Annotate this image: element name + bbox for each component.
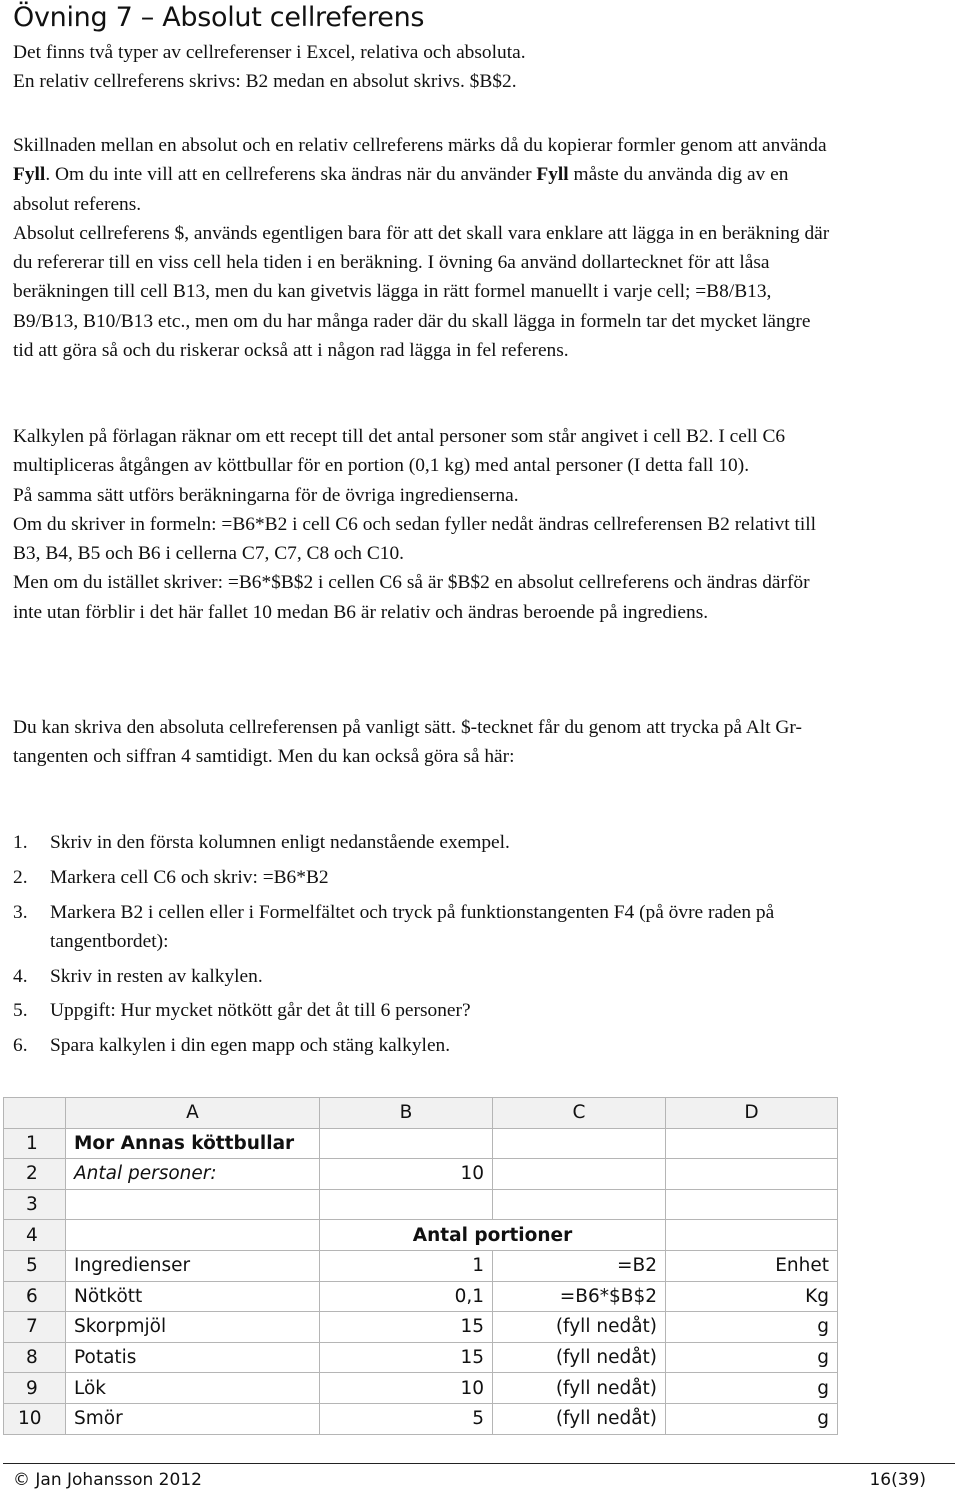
calculation-paragraph bbox=[13, 422, 833, 627]
row-header: 5 bbox=[4, 1250, 66, 1281]
row-header: 10 bbox=[4, 1403, 66, 1434]
calc-line-2: På samma sätt utförs beräkningarna för de övriga ingredienserna. bbox=[13, 484, 519, 506]
column-header-row bbox=[4, 1098, 838, 1129]
cell-c8: (fyll nedåt) bbox=[493, 1342, 666, 1373]
step-item: 5. Uppgift: Hur mycket nötkött går det åt till 6 personer? bbox=[13, 1000, 471, 1022]
explanation-paragraph bbox=[13, 131, 833, 365]
dollar-sign-paragraph bbox=[13, 713, 833, 772]
cell-a6: Nötkött bbox=[66, 1281, 320, 1312]
column-header-d: D bbox=[666, 1098, 838, 1129]
page-title: Övning 7 – Absolut cellreferens bbox=[13, 2, 425, 33]
cell-b1 bbox=[320, 1128, 493, 1159]
table-row bbox=[4, 1220, 838, 1251]
calc-line-3: Om du skriver in formeln: =B6*B2 i cell C6 och sedan fyller nedåt ändras cellreferensen B2 relativt till B3, B4, B5 och B6 i cellerna C7, C7, C8 och C10. bbox=[13, 513, 817, 565]
cell-d3 bbox=[666, 1189, 838, 1220]
dollar-sign-text: Du kan skriva den absoluta cellreferensen på vanligt sätt. $-tecknet får du genom att trycka på Alt Gr- tangenten och siffran 4 samtidigt. Men du kan också göra så här: bbox=[13, 717, 802, 768]
cell-b7: 15 bbox=[320, 1312, 493, 1343]
cell-d8: g bbox=[666, 1342, 838, 1373]
row-header: 6 bbox=[4, 1281, 66, 1312]
table-row bbox=[4, 1312, 838, 1343]
row-header: 8 bbox=[4, 1342, 66, 1373]
calc-line-1: Kalkylen på förlagan räknar om ett recept till det antal personer som står angivet i cell B2. I cell C6 multipliceras åtgången av köttbullar för en portion (0,1 kg) med antal personer (I detta fall 10). bbox=[13, 426, 786, 477]
cell-b2: 10 bbox=[320, 1159, 493, 1190]
step-item: 3. Markera B2 i cellen eller i Formelfältet och tryck på funktionstangenten F4 (på övre raden på tangentbordet): bbox=[13, 901, 775, 952]
cell-d2 bbox=[666, 1159, 838, 1190]
cell-d6: Kg bbox=[666, 1281, 838, 1312]
cell-b4-c4-merged: Antal portioner bbox=[320, 1220, 666, 1251]
fyll-term: Fyll bbox=[536, 164, 569, 186]
cell-a1: Mor Annas köttbullar bbox=[66, 1128, 320, 1159]
table-row bbox=[4, 1128, 838, 1159]
step-item: 4. Skriv in resten av kalkylen. bbox=[13, 965, 263, 987]
steps-list bbox=[13, 828, 833, 1066]
cell-d10: g bbox=[666, 1403, 838, 1434]
row-header: 1 bbox=[4, 1128, 66, 1159]
intro-line-1: Det finns två typer av cellreferenser i Excel, relativa och absoluta. bbox=[13, 42, 526, 63]
cell-b6: 0,1 bbox=[320, 1281, 493, 1312]
cell-b10: 5 bbox=[320, 1403, 493, 1434]
table-row bbox=[4, 1189, 838, 1220]
cell-c7: (fyll nedåt) bbox=[493, 1312, 666, 1343]
cell-d5: Enhet bbox=[666, 1250, 838, 1281]
table-row bbox=[4, 1281, 838, 1312]
row-header: 4 bbox=[4, 1220, 66, 1251]
footer-divider bbox=[3, 1463, 955, 1464]
table-row bbox=[4, 1159, 838, 1190]
step-item: 2. Markera cell C6 och skriv: =B6*B2 bbox=[13, 866, 329, 888]
cell-a10: Smör bbox=[66, 1403, 320, 1434]
cell-a3 bbox=[66, 1189, 320, 1220]
cell-c6: =B6*$B$2 bbox=[493, 1281, 666, 1312]
spreadsheet-example bbox=[3, 1097, 838, 1435]
table-row bbox=[4, 1403, 838, 1434]
table-row bbox=[4, 1250, 838, 1281]
cell-d9: g bbox=[666, 1373, 838, 1404]
row-header: 3 bbox=[4, 1189, 66, 1220]
fyll-term: Fyll bbox=[13, 164, 46, 186]
table-row bbox=[4, 1342, 838, 1373]
cell-c3 bbox=[493, 1189, 666, 1220]
cell-a7: Skorpmjöl bbox=[66, 1312, 320, 1343]
cell-b5: 1 bbox=[320, 1250, 493, 1281]
cell-a5: Ingredienser bbox=[66, 1250, 320, 1281]
table-row bbox=[4, 1373, 838, 1404]
cell-a8: Potatis bbox=[66, 1342, 320, 1373]
corner-cell bbox=[4, 1098, 66, 1129]
intro-line-2: En relativ cellreferens skrivs: B2 medan en absolut skrivs. $B$2. bbox=[13, 71, 517, 93]
row-header: 7 bbox=[4, 1312, 66, 1343]
cell-b3 bbox=[320, 1189, 493, 1220]
column-header-b: B bbox=[320, 1098, 493, 1129]
cell-d7: g bbox=[666, 1312, 838, 1343]
footer-copyright: © Jan Johansson 2012 bbox=[13, 1470, 202, 1490]
cell-c9: (fyll nedåt) bbox=[493, 1373, 666, 1404]
row-header: 9 bbox=[4, 1373, 66, 1404]
cell-c2 bbox=[493, 1159, 666, 1190]
cell-c5: =B2 bbox=[493, 1250, 666, 1281]
cell-d4 bbox=[666, 1220, 838, 1251]
calc-line-4: Men om du istället skriver: =B6*$B$2 i cellen C6 så är $B$2 en absolut cellreferens och ändras därför inte utan förblir i det här fallet 10 medan B6 är relativ och ändras beroende på ingrediens. bbox=[13, 572, 810, 623]
cell-c10: (fyll nedåt) bbox=[493, 1403, 666, 1434]
column-header-a: A bbox=[66, 1098, 320, 1129]
cell-a9: Lök bbox=[66, 1373, 320, 1404]
column-header-c: C bbox=[493, 1098, 666, 1129]
intro-paragraph bbox=[13, 38, 833, 97]
absolute-ref-explanation: Absolut cellreferens $, används egentligen bara för att det skall vara enklare att lägga in en beräkning där du refererar till en viss cell hela tiden i en beräkning. I övning 6a använd dollartecknet för att låsa beräkningen till cell B13, men du kan givetvis lägga in rätt formel manuellt i varje cell; =B8/B13, B9/B13, B10/B13 etc., men om du har många rader där du skall lägga in formeln tar det mycket längre tid att göra så och du riskerar också att i någon rad lägga in fel referens. bbox=[13, 222, 830, 362]
cell-a2: Antal personer: bbox=[66, 1159, 320, 1190]
cell-c1 bbox=[493, 1128, 666, 1159]
step-item: 6. Spara kalkylen i din egen mapp och stäng kalkylen. bbox=[13, 1035, 451, 1057]
cell-d1 bbox=[666, 1128, 838, 1159]
cell-b9: 10 bbox=[320, 1373, 493, 1404]
row-header: 2 bbox=[4, 1159, 66, 1190]
footer-page-number: 16(39) bbox=[869, 1470, 926, 1490]
step-item: 1. Skriv in den första kolumnen enligt nedanstående exempel. bbox=[13, 832, 510, 853]
cell-a4 bbox=[66, 1220, 320, 1251]
fyll-explanation: Skillnaden mellan en absolut och en relativ cellreferens märks då du kopierar formler genom att använda Fyll. Om du inte vill att en cellreferens ska ändras när du använder Fyll måste du använda dig av en absolut referens. bbox=[13, 135, 827, 215]
cell-b8: 15 bbox=[320, 1342, 493, 1373]
